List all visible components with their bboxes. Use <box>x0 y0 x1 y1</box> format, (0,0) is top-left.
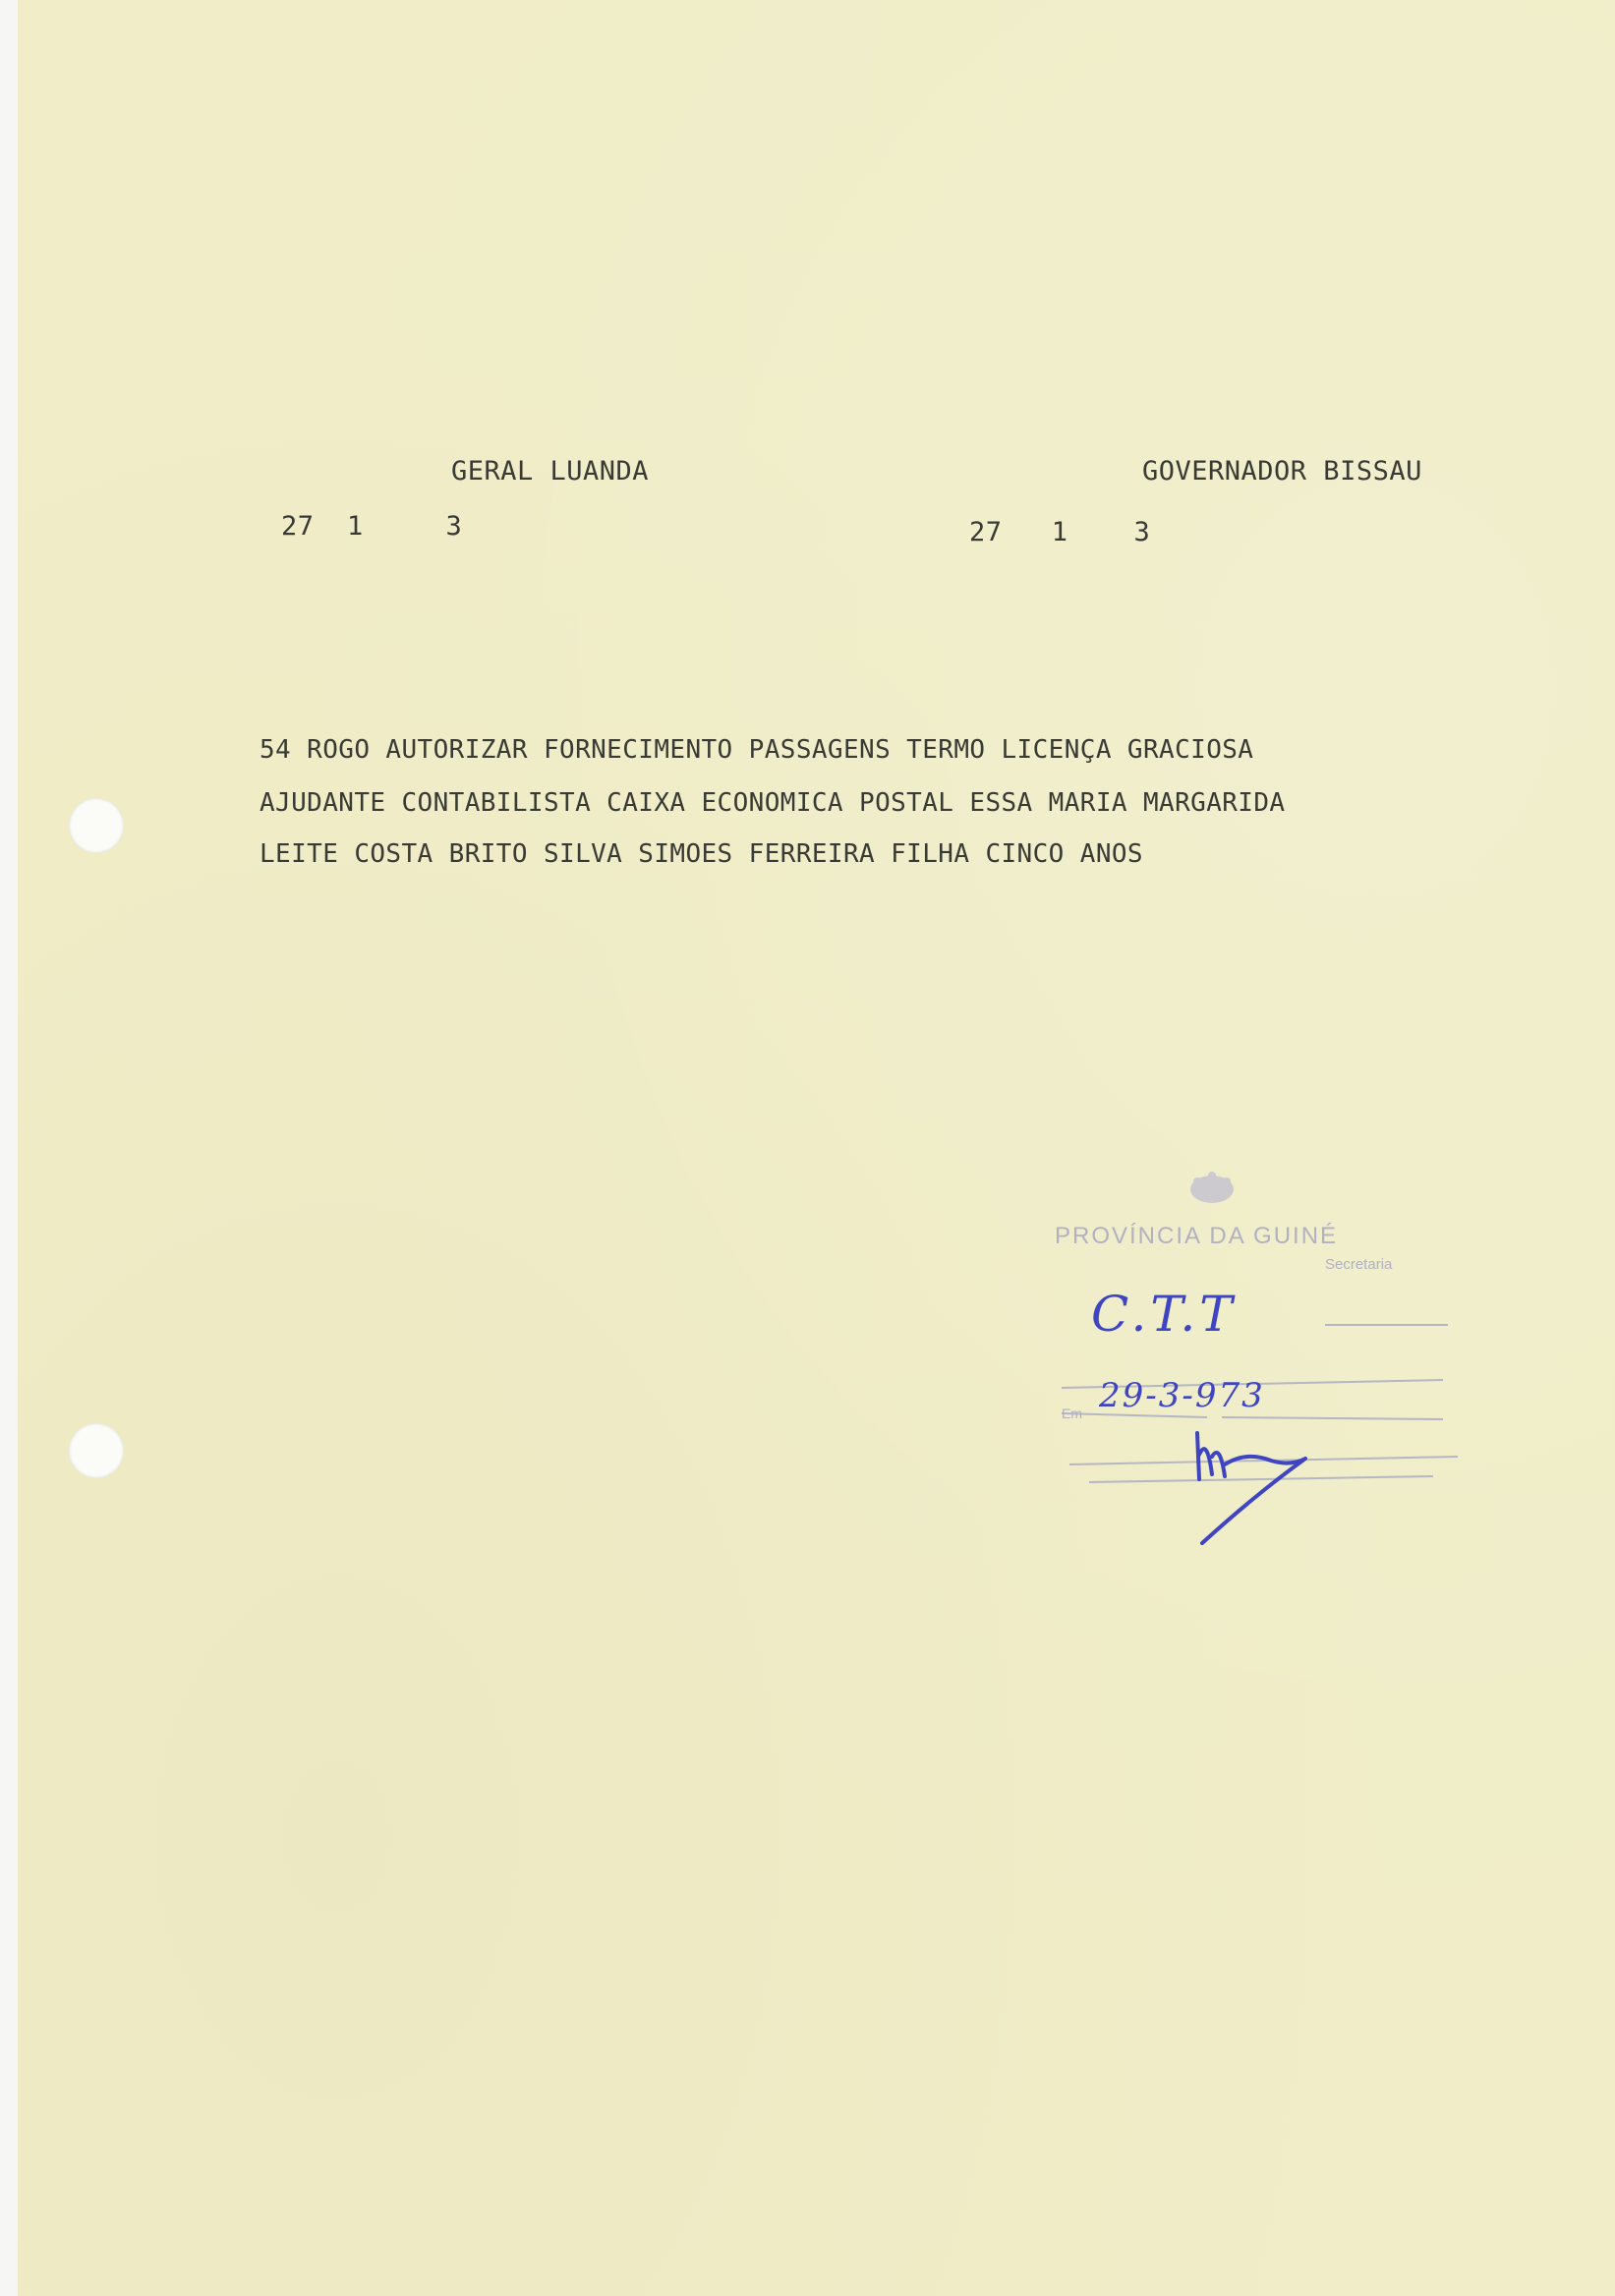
punch-hole-top <box>69 798 124 853</box>
origin-station: GERAL LUANDA <box>451 456 650 487</box>
destination-date: 27 1 3 <box>969 517 1151 547</box>
message-line-3: LEITE COSTA BRITO SILVA SIMOES FERREIRA FILHA CINCO ANOS <box>260 839 1143 869</box>
stamp-title: PROVÍNCIA DA GUINÉ <box>1055 1223 1339 1249</box>
receipt-stamp <box>1010 1160 1482 1573</box>
message-line-2: AJUDANTE CONTABILISTA CAIXA ECONOMICA POSTAL ESSA MARIA MARGARIDA <box>260 788 1286 818</box>
stamp-subtitle: Secretaria <box>1325 1256 1393 1273</box>
telegram-page <box>18 0 1615 2296</box>
stamp-date-prefix: Em <box>1062 1406 1082 1421</box>
message-line-1: 54 ROGO AUTORIZAR FORNECIMENTO PASSAGENS TERMO LICENÇA GRACIOSA <box>260 735 1254 765</box>
origin-date: 27 1 3 <box>281 511 463 542</box>
handwritten-note: C.T.T <box>1091 1286 1237 1343</box>
signature-icon <box>1197 1433 1305 1543</box>
stamp-crest-icon <box>1190 1172 1234 1203</box>
handwritten-date: 29-3-973 <box>1099 1376 1265 1415</box>
destination-station: GOVERNADOR BISSAU <box>1142 456 1422 487</box>
punch-hole-bottom <box>69 1423 124 1478</box>
scan-edge <box>0 0 18 2296</box>
stamp-graphics <box>1010 1160 1482 1573</box>
